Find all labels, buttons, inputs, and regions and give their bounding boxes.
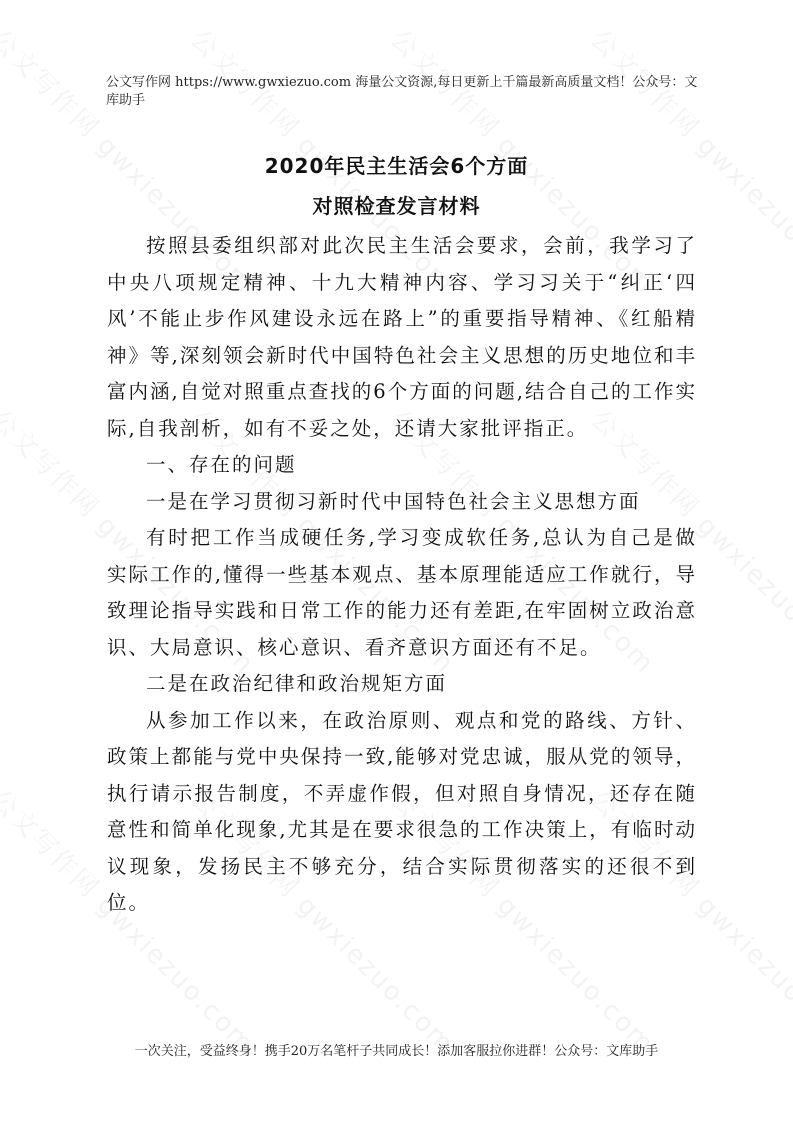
sub-heading: 一是在学习贯彻习新时代中国特色社会主义思想方面 [146, 489, 641, 513]
section-heading: 一、存在的问题 [146, 453, 297, 476]
footer-note: 一次关注，受益终身！携手20万名笔杆子共同成长！添加客服拉你进群！公众号：文库助手 [134, 1044, 659, 1059]
document-title: 2020年民主生活会6个方面 [264, 154, 529, 178]
header-note: 公文写作网 https://www.gwxiezuo.com 海量公文资源,每日更新上千篇最新高质量文档！公众号：文库助手 [106, 75, 698, 108]
sub-heading: 二是在政治纪律和政治规矩方面 [146, 672, 448, 695]
body-paragraph: 按照县委组织部对此次民主生活会要求，会前，我学习了中央八项规定精神、十九大精神内容、学习习关于“纠正‘四风’不能止步作风建设永远在路上”的重要指导精神、《红船精神》等,深刻领会新时代中国特色社会主义思想的历史地位和丰富内涵,自觉对照重点查找的6个方面的问题,结合自己的工作实际,自我剖析，如有不妥之处，还请大家批评指正。 [107, 234, 697, 440]
body-paragraph: 从参加工作以来，在政治原则、观点和党的路线、方针、政策上都能与党中央保持一致,能够对党忠诚，服从党的领导，执行请示报告制度，不弄虚作假，但对照自身情况，还存在随意性和简单化现象,尤其是在要求很急的工作决策上，有临时动议现象，发扬民主不够充分，结合实际贯彻落实的还很不到位。 [107, 708, 697, 914]
document-subtitle: 对照检查发言材料 [312, 194, 481, 218]
document-body [107, 228, 697, 922]
body-paragraph: 有时把工作当成硬任务,学习变成软任务,总认为自己是做实际工作的,懂得一些基本观点、基本原理能适应工作就行，导致理论指导实践和日常工作的能力还有差距,在牢固树立政治意识、大局意识、核心意识、看齐意识方面还有不足。 [107, 526, 697, 659]
